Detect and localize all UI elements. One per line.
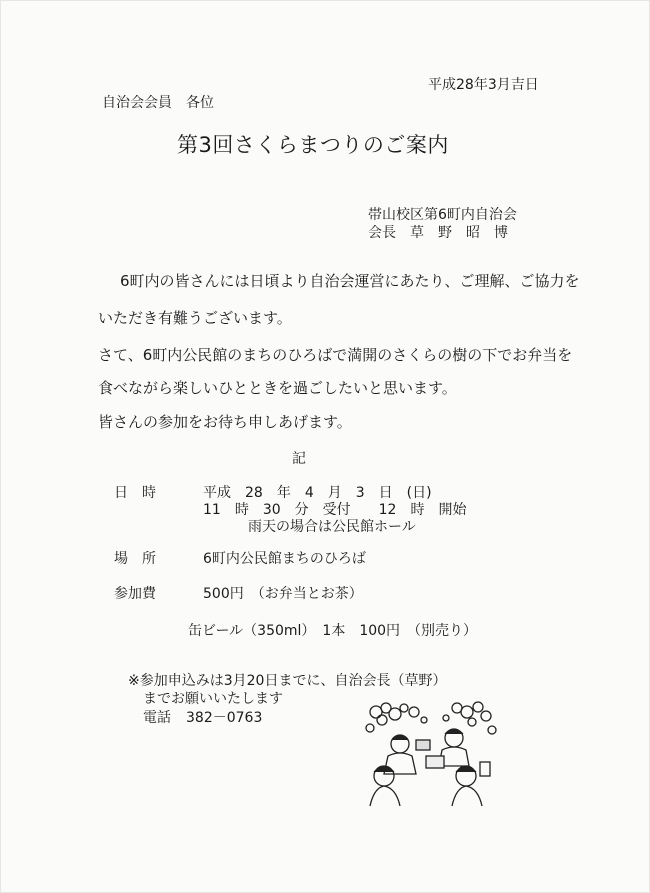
- fee-label: 参加費: [114, 586, 156, 602]
- blossom-cluster: [366, 702, 496, 734]
- person-bottom-left: [370, 766, 400, 806]
- beer-price: 缶ビール（350ml） 1本 100円 （別売り）: [188, 623, 478, 639]
- body-line-4: 食べながら楽しいひとときを過ごしたいと思います。: [98, 379, 457, 397]
- sender-organization: 帯山校区第6町内自治会: [368, 207, 517, 223]
- body-line-2: いただき有難うございます。: [98, 309, 292, 327]
- place-label: 場 所: [114, 551, 156, 567]
- lunch-box: [416, 740, 444, 768]
- issue-date: 平成28年3月吉日: [428, 77, 539, 93]
- sender-chair: 会長 草 野 昭 博: [368, 225, 508, 241]
- ki-heading: 記: [292, 451, 306, 467]
- rain-note: 雨天の場合は公民館ホール: [248, 519, 416, 535]
- registration-note-2: までお願いいたします: [143, 691, 283, 707]
- page-title: 第3回さくらまつりのご案内: [177, 133, 449, 157]
- person-bottom-right: [452, 762, 490, 806]
- body-line-5: 皆さんの参加をお待ち申しあげます。: [98, 413, 352, 431]
- event-time: 11 時 30 分 受付 12 時 開始: [203, 502, 467, 518]
- datetime-label: 日 時: [114, 485, 156, 501]
- registration-note: ※参加申込みは3月20日までに、自治会長（草野）: [128, 673, 447, 689]
- phone-number: 382－0763: [186, 710, 263, 726]
- body-line-3: さて、6町内公民館のまちのひろばで満開のさくらの樹の下でお弁当を: [98, 346, 573, 364]
- phone-label: 電話: [143, 710, 171, 726]
- event-place: 6町内公民館まちのひろば: [203, 551, 366, 567]
- cherry-blossom-picnic-icon: [362, 698, 512, 808]
- body-line-1: 6町内の皆さんには日頃より自治会運営にあたり、ご理解、ご協力を: [120, 272, 580, 290]
- event-date: 平成 28 年 4 月 3 日 (日): [203, 485, 432, 501]
- event-fee: 500円 （お弁当とお茶）: [203, 586, 363, 602]
- recipient: 自治会会員 各位: [102, 95, 214, 111]
